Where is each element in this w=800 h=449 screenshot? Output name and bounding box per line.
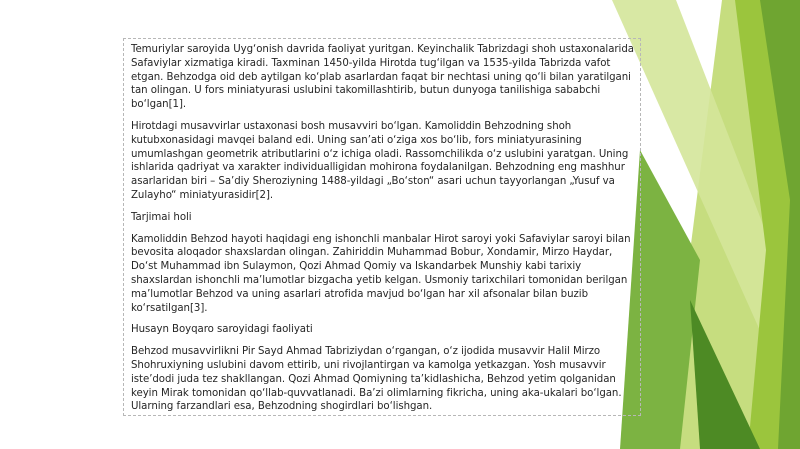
paragraph-intro: Temuriylar saroyida Uyg‘onish davrida faoliyat yuritgan. Keyinchalik Tabrizdagi shoh ustaxonalarida Safaviylar xizmatiga kiradi. Taxminan 1450-yilda Hirotda tug‘ilgan va 1535-yilda Tabrizda vafot etgan. Behzodga oid deb aytilgan ko‘plab asarlardan faqat bir nechtasi uning qo‘li bilan yaratilgani tan olingan. U fors miniatyurasi uslubini takomillashtirib, butun dunyoga tanilishiga sababchi bo‘lgan[1]. <box>131 44 634 111</box>
section-heading-husayn-boyqaro: Husayn Boyqaro saroyidagi faoliyati <box>131 324 313 336</box>
paragraph-hirot-workshop: Hirotdagi musavvirlar ustaxonasi bosh musavviri bo‘lgan. Kamoliddin Behzodning shoh kutubxonasidagi mavqei baland edi. Uning san’ati o‘ziga xos bo‘lib, fors miniatyurasining umumlashgan geometrik atributlarini o‘z ichiga oladi. Rassomchilikda o‘z uslubini yaratgan. Uning ishlarida qadriyat va xarakter individualligidan mohirona foydalanilgan. Behzodning eng mashhur asarlaridan biri – Sa’diy Sheroziyning 1488-yildagi „Bo‘ston“ asari uchun tayyorlangan „Yusuf va Zulayho“ miniatyurasidir[2]. <box>131 120 629 201</box>
text-box[interactable] <box>123 38 641 416</box>
section-heading-biography: Tarjimai holi <box>131 211 192 223</box>
paragraph-training: Behzod musavvirlikni Pir Sayd Ahmad Tabriziydan o‘rgangan, o‘z ijodida musavvir Halil Mirzo Shohruxiyning uslubini davom ettirib, uni rivojlantirgan va kamolga yetkazgan. Yosh musavvir iste’dodi juda tez shakllangan. Qozi Ahmad Qomiyning ta’kidlashicha, Behzod yetim qolganidan keyin Mirak tomonidan qo‘llab-quvvatlanadi. Ba’zi olimlarning fikricha, uning aka-ukalari bo‘lgan. Ularning farzandlari esa, Behzodning shogirdlari bo‘lishgan. <box>131 346 622 413</box>
paragraph-sources: Kamoliddin Behzod hayoti haqidagi eng ishonchli manbalar Hirot saroyi yoki Safaviylar saroyi bilan bevosita aloqador shaxslardan olingan. Zahiriddin Muhammad Bobur, Xondamir, Mirzo Haydar, Do‘st Muhammad ibn Sulaymon, Qozi Ahmad Qomiy va Iskandarbek Munshiy kabi tarixiy shaxslardan ishonchli ma’lumotlar bizgacha yetib kelgan. Usmoniy tarixchilari tomonidan berilgan ma’lumotlar Behzod va uning asarlari atrofida mavjud bo‘lgan har xil afsonalar bilan buzib ko‘rsatilgan[3]. <box>131 233 631 314</box>
